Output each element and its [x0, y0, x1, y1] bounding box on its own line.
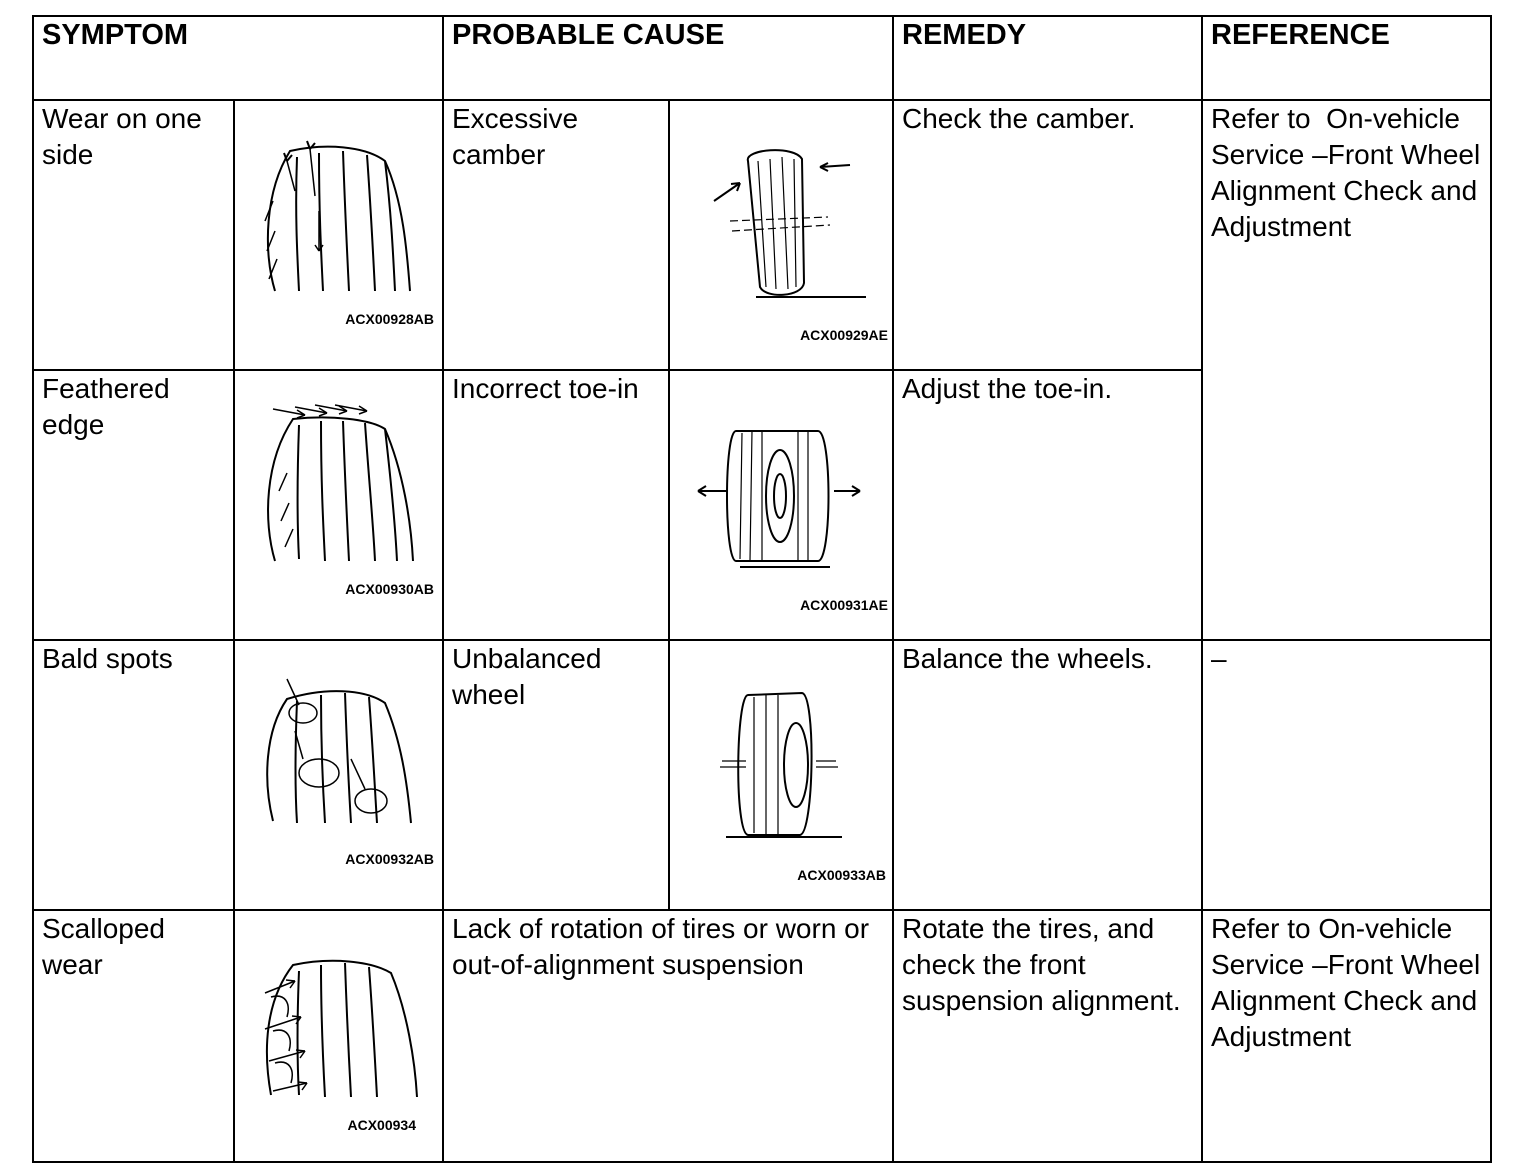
remedy-text: Balance the wheels.: [902, 643, 1153, 674]
table-row: [33, 640, 1491, 910]
symptom-cell: [33, 910, 234, 1162]
reference-cell: [1202, 100, 1491, 640]
remedy-cell: [893, 100, 1202, 370]
table-row: [33, 910, 1491, 1162]
symptom-cell: [33, 640, 234, 910]
remedy-cell: [893, 370, 1202, 640]
symptom-figure-cell: [234, 910, 443, 1162]
header-probable-cause: PROBABLE CAUSE: [443, 16, 893, 100]
remedy-cell: [893, 910, 1202, 1162]
remedy-text: Check the camber.: [902, 103, 1136, 134]
figure-code: ACX00930AB: [345, 581, 434, 597]
cause-figure-cell: [669, 370, 893, 640]
symptom-figure-cell: [234, 100, 443, 370]
cause-text: Lack of rotation of tires or worn or out-of-alignment suspension: [452, 913, 870, 980]
figure-code: ACX00929AE: [800, 327, 888, 343]
symptom-text: Wear on one side: [42, 103, 202, 170]
symptom-text: Feathered edge: [42, 373, 170, 440]
reference-cell: [1202, 910, 1491, 1162]
table-row: [33, 100, 1491, 370]
header-remedy: REMEDY: [893, 16, 1202, 100]
symptom-figure-cell: [234, 640, 443, 910]
header-reference: REFERENCE: [1202, 16, 1491, 100]
tire-tread-one-side-wear-illustration: [235, 101, 444, 371]
cause-cell: [443, 910, 893, 1162]
tire-tread-bald-spots-illustration: [235, 641, 444, 911]
figure-code: ACX00932AB: [345, 851, 434, 867]
symptom-cell: [33, 100, 234, 370]
cause-text: Unbalanced wheel: [452, 643, 602, 710]
cause-text: Excessive camber: [452, 103, 579, 170]
figure-code: ACX00933AB: [797, 867, 886, 883]
figure-code: ACX00934: [347, 1117, 416, 1133]
symptom-text: Bald spots: [42, 643, 173, 674]
reference-text: –: [1211, 643, 1227, 674]
symptom-cell: [33, 370, 234, 640]
remedy-text: Rotate the tires, and check the front suspension alignment.: [902, 913, 1181, 1016]
figure-code: ACX00928AB: [345, 311, 434, 327]
cause-figure-cell: [669, 640, 893, 910]
header-row: [33, 16, 1491, 100]
tire-tread-feathered-edge-illustration: [235, 371, 444, 641]
remedy-text: Adjust the toe-in.: [902, 373, 1113, 404]
cause-cell: [443, 640, 669, 910]
cause-cell: [443, 100, 669, 370]
reference-text: Refer to On-vehicle Service –Front Wheel Alignment Check and Adjustment: [1211, 103, 1487, 242]
cause-figure-cell: [669, 100, 893, 370]
symptom-figure-cell: [234, 370, 443, 640]
tire-wear-diagnosis-table: [32, 15, 1492, 1163]
symptom-text: Scalloped wear: [42, 913, 165, 980]
remedy-cell: [893, 640, 1202, 910]
cause-cell: [443, 370, 669, 640]
header-symptom: SYMPTOM: [33, 16, 443, 100]
reference-cell: [1202, 640, 1491, 910]
cause-text: Incorrect toe-in: [452, 373, 639, 404]
reference-text: Refer to On-vehicle Service –Front Wheel Alignment Check and Adjustment: [1211, 913, 1481, 1052]
figure-code: ACX00931AE: [800, 597, 888, 613]
